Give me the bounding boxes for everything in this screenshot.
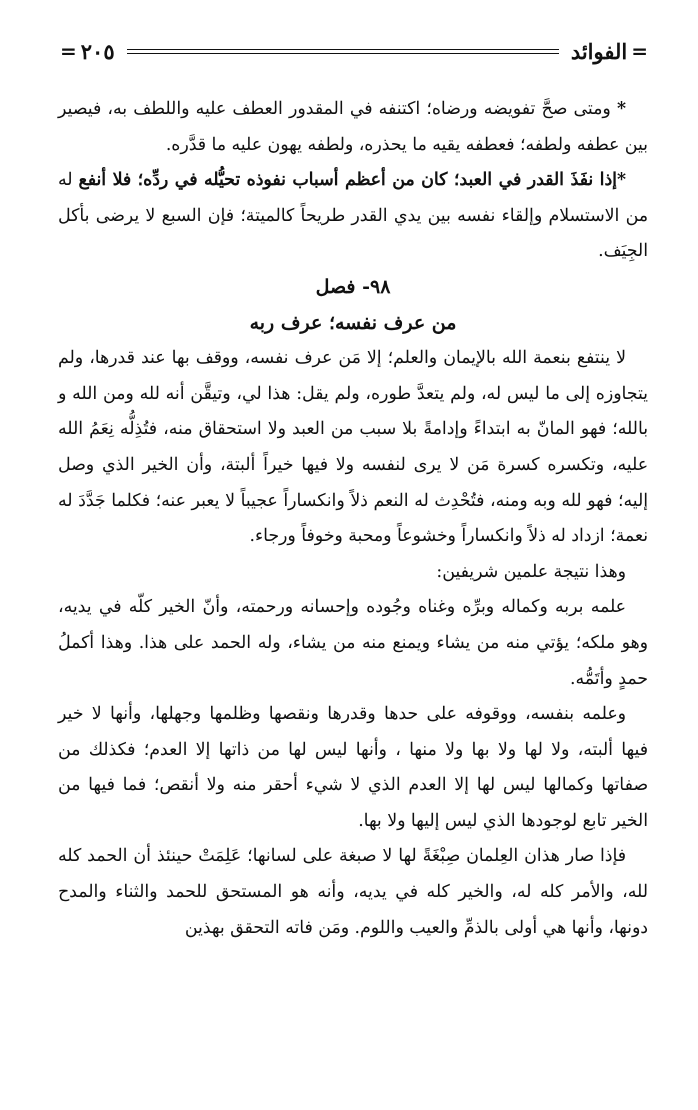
text-line: له من الاستسلام وإلقاء نفسه بين يدي القدر طريحاً كالميتة؛ فإن السبع لا يرضى: [58, 170, 648, 226]
page-header: [60, 34, 648, 68]
bold-aphorism: إذا نفَذَ القدر في العبد؛ كان من أعظم أسباب نفوذه تحيُّله في ردِّه؛ فلا أنفع: [78, 170, 617, 191]
text-line: وهذا نتيجة علمين شريفين:: [436, 561, 626, 582]
text-line: ومن الله و بالله؛ فهو المانّ به ابتداءً وإدامةً بلا سبب من العبد ولا استحقاق منه،: [58, 383, 649, 440]
star-marker: *: [616, 99, 626, 119]
text-line: علمه بربه وكماله وبرِّه وغناه وجُوده وإحسانه ورحمته، وأنّ الخير كلّه في: [98, 597, 626, 618]
page-number: ٢٠٥: [80, 38, 115, 64]
text-line: وهذا أكملُ حمدٍ وأتَمُّه.: [58, 632, 648, 689]
section-number: ٩٨- فصل: [315, 275, 391, 298]
paragraph-7: [58, 839, 648, 946]
text-line: يعبر عنه؛ فكلما جَدَّدَ له نعمة؛ ازداد له ذلاً وانكساراً وخشوعاً ومحبة وخوفاً: [58, 490, 648, 547]
paragraph-5: [58, 590, 648, 697]
paragraph-6: [58, 697, 648, 839]
running-title: الفوائد: [570, 38, 628, 64]
text-line: فيصير بين عطفه ولطفه؛ فعطفه يقيه ما يحذره، ولطفه يهون عليه ما قدَّره.: [58, 99, 648, 155]
text-line: الحمد كله لله، والأمر كله له، والخير كله في يديه، وأنه هو المستحق للحمد والثناء: [58, 846, 649, 903]
text-line: فما فيها من الخير تابع لوجودها الذي ليس إليها ولا بها.: [58, 775, 648, 831]
star-marker: *: [616, 170, 626, 191]
header-rule: [127, 49, 559, 54]
paragraph-4: [58, 555, 648, 591]
header-dash-right: =: [631, 39, 648, 63]
header-dash-left: =: [60, 39, 77, 63]
text-line: لا خير فيها ألبته، ولا لها ولا بها ولا منها ، وأنها ليس لها من ذاتها إلا العدم؛: [58, 704, 648, 760]
text-line: الخير الذي وصل إليه؛ فهو لله وبه ومنه، فتُحْدِث له النعم ذلاً وانكساراً عجيباً لا: [58, 454, 649, 511]
text-line: قدرها، ولم يتجاوزه إلى ما ليس له، ولم يتعدَّ طوره، ولم يقل: هذا لي، وتيقَّن أنه لله: [58, 348, 648, 404]
text-line: والمدح دونها، وأنها هي أولى بالذمِّ والعيب واللوم. ومَن فاته التحقق بهذين: [58, 882, 648, 938]
page-body: [58, 92, 648, 946]
text-line: فتُذِلُّه نِعَمُ الله عليه، وتكسره كسرة مَن لا يرى لنفسه ولا فيها خيراً ألبتة، وأن: [58, 419, 648, 475]
paragraph-2: [58, 163, 648, 270]
text-line: لا ينتفع بنعمة الله بالإيمان والعلم؛ إلا مَن عرف نفسه، ووقف بها عند: [140, 348, 626, 369]
paragraph-3: [58, 341, 648, 555]
text-line: وعلمه بنفسه، ووقوفه على حدها وقدرها ونقصها وظلمها وجهلها، وأنها: [110, 704, 626, 725]
text-line: ومتى صحَّ تفويضه ورضاه؛ اكتنفه في المقدور العطف عليه واللطف به،: [107, 99, 611, 119]
text-line: فإذا صار هذان العِلمان صِبْغَةً لها لا صبغة على لسانها؛ عَلِمَتْ حينئذ أن: [133, 846, 626, 867]
section-title: من عرف نفسه؛ عرف ربه: [249, 311, 457, 334]
text-line: فكذلك من صفاتها وكمالها ليس لها إلا العدم الذي لا شيء أحقر منه ولا أنقص؛: [58, 739, 648, 796]
text-line: يديه، وهو ملكه؛ يؤتي منه من يشاء ويمنع منه من يشاء، وله الحمد على هذا.: [58, 597, 648, 653]
paragraph-1: [58, 92, 648, 163]
text-line: ورجاء.: [249, 526, 296, 547]
text-line: بأكل الجِيَف.: [58, 205, 648, 262]
